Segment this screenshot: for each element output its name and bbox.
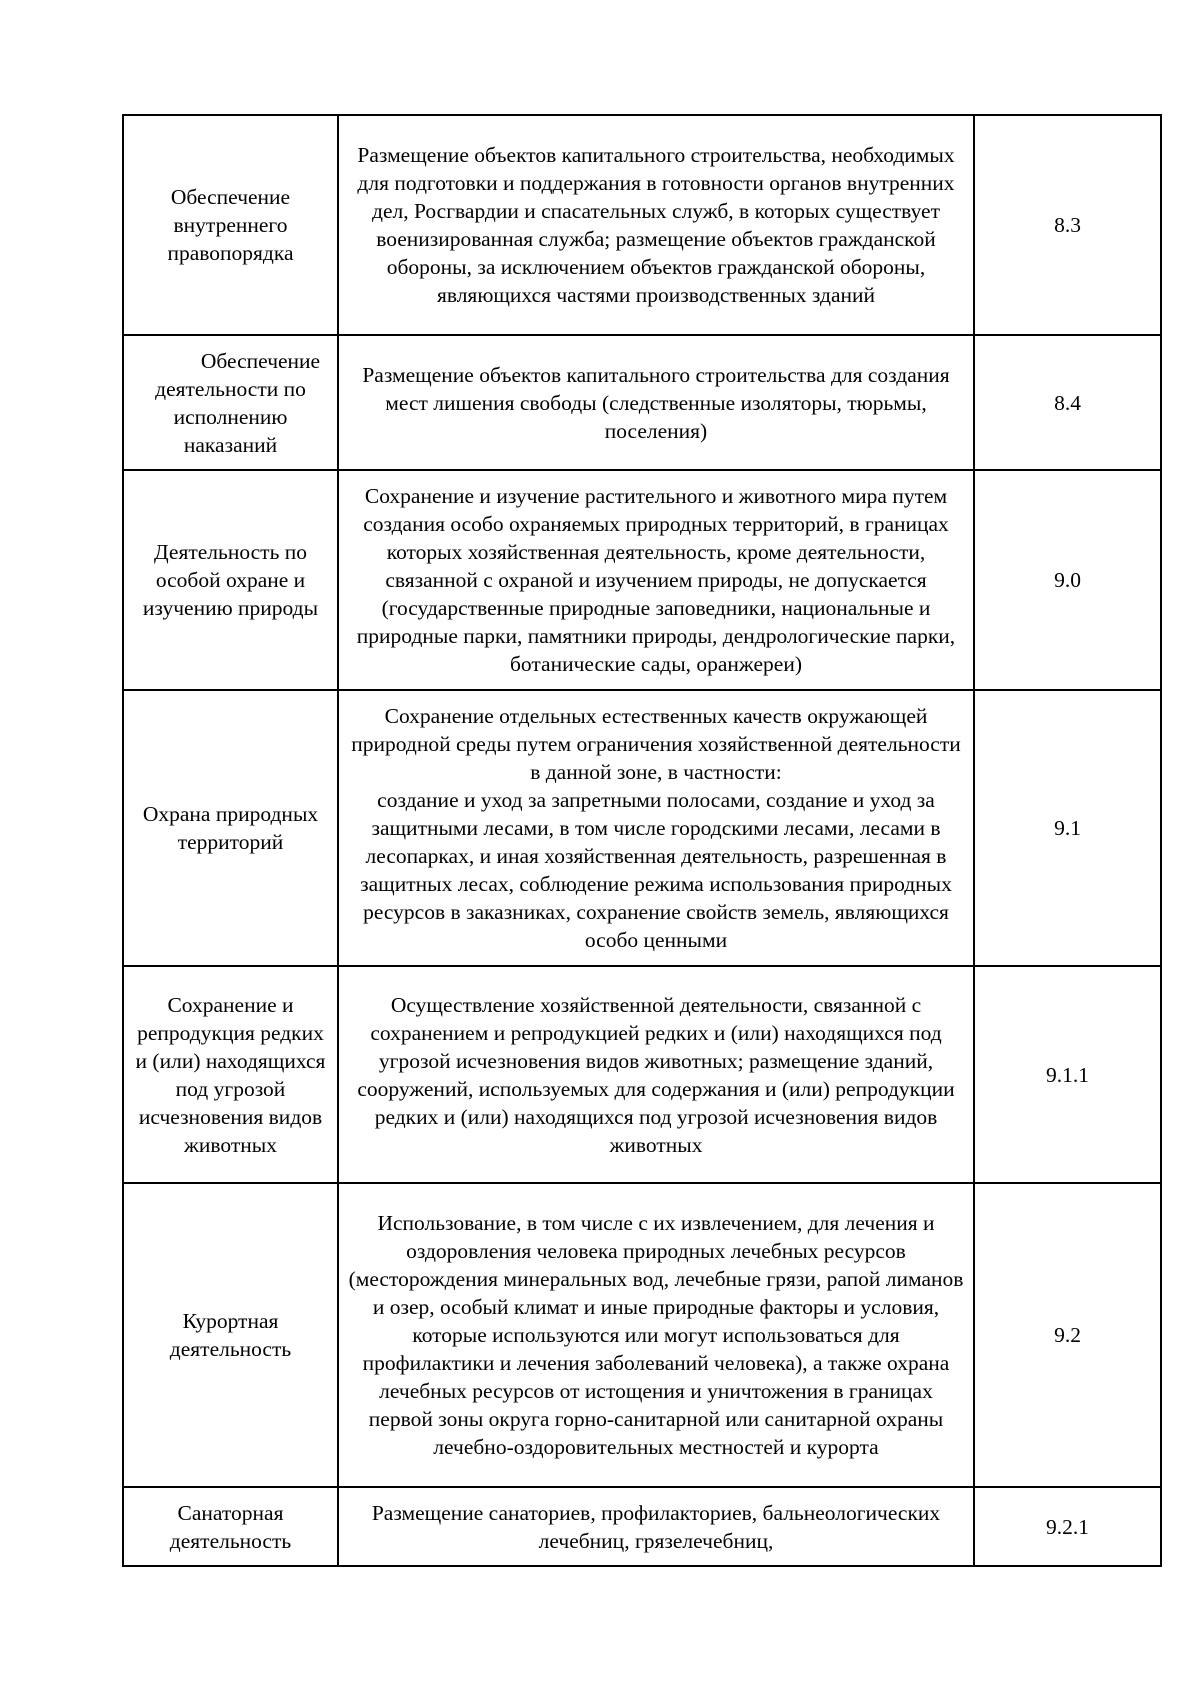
use-name-cell: Курортная деятельность: [123, 1183, 338, 1487]
use-name-cell: Охрана природных территорий: [123, 690, 338, 966]
table-row: [123, 115, 1161, 335]
use-description-cell: Размещение объектов капитального строительства, необходимых для подготовки и поддержания в готовности органов внутренних дел, Росгвардии и спасательных служб, в которых существует военизированная служба; размещение объектов гражданской обороны, за исключением объектов гражданской обороны, являющихся частями производственных зданий: [338, 115, 974, 335]
table-row: [123, 1487, 1161, 1566]
use-description-cell: Размещение объектов капитального строительства для создания мест лишения свободы (следственные изоляторы, тюрьмы, поселения): [338, 335, 974, 470]
use-description-cell: Размещение санаториев, профилакториев, бальнеологических лечебниц, грязелечебниц,: [338, 1487, 974, 1566]
use-description-cell: Использование, в том числе с их извлечением, для лечения и оздоровления человека природных лечебных ресурсов (месторождения минеральных вод, лечебные грязи, рапой лиманов и озер, особый климат и иные природные факторы и условия, которые используются или могут использоваться для профилактики и лечения заболеваний человека), а также охрана лечебных ресурсов от истощения и уничтожения в границах первой зоны округа горно-санитарной или санитарной охраны лечебно-оздоровительных местностей и курорта: [338, 1183, 974, 1487]
use-code-cell: 9.2: [974, 1183, 1161, 1487]
land-use-table: [122, 114, 1162, 1567]
table-row: [123, 966, 1161, 1183]
use-description-cell: [338, 690, 974, 966]
description-body: создание и уход за запретными полосами, создание и уход за защитными лесами, в том числе городскими лесами, лесами в лесопарках, и иная хозяйственная деятельность, разрешенная в защитных лесах, соблюдение режима использования природных ресурсов в заказниках, сохранение свойств земель, являющихся особо ценными: [360, 788, 952, 952]
table-row: [123, 335, 1161, 470]
use-name-cell: Обеспечение внутреннего правопорядка: [123, 115, 338, 335]
use-code-cell: 8.3: [974, 115, 1161, 335]
use-description-cell: Осуществление хозяйственной деятельности, связанной с сохранением и репродукцией редких и (или) находящихся под угрозой исчезновения видов животных; размещение зданий, сооружений, используемых для содержания и (или) репродукции редких и (или) находящихся под угрозой исчезновения видов животных: [338, 966, 974, 1183]
table-row: [123, 470, 1161, 690]
use-code-cell: 9.0: [974, 470, 1161, 690]
use-code-cell: 9.1: [974, 690, 1161, 966]
table-row: [123, 1183, 1161, 1487]
use-code-cell: 8.4: [974, 335, 1161, 470]
use-name-cell: Обеспечение деятельности по исполнению наказаний: [123, 335, 338, 470]
table-row: [123, 690, 1161, 966]
use-name-cell: Сохранение и репродукция редких и (или) находящихся под угрозой исчезновения видов животных: [123, 966, 338, 1183]
use-code-cell: 9.1.1: [974, 966, 1161, 1183]
use-name-cell: Деятельность по особой охране и изучению природы: [123, 470, 338, 690]
use-code-cell: 9.2.1: [974, 1487, 1161, 1566]
description-intro: Сохранение отдельных естественных качеств окружающей природной среды путем ограничения хозяйственной деятельности в данной зоне, в частности:: [351, 704, 961, 784]
use-name-cell: Санаторная деятельность: [123, 1487, 338, 1566]
use-description-cell: Сохранение и изучение растительного и животного мира путем создания особо охраняемых природных территорий, в границах которых хозяйственная деятельность, кроме деятельности, связанной с охраной и изучением природы, не допускается (государственные природные заповедники, национальные и природные парки, памятники природы, дендрологические парки, ботанические сады, оранжереи): [338, 470, 974, 690]
